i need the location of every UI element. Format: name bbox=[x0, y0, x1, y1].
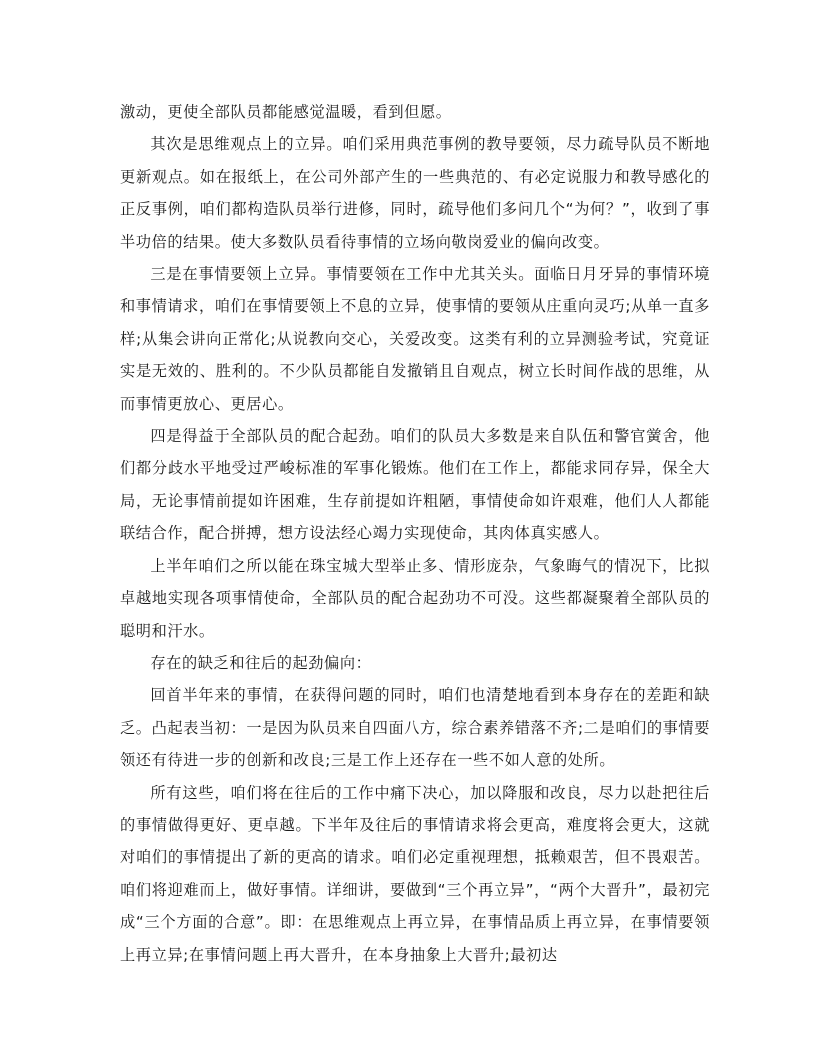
section-heading-shortcomings: 存在的缺乏和往后的起劲偏向： bbox=[150, 653, 372, 672]
paragraph-team-effort: 四是得益于全部队员的配合起劲。咱们的队员大多数是来自队伍和警官黉舍，他们都分歧水平地受过严峻标准的军事化锻炼。他们在工作上，都能求同存异，保全大局，无论事情前提如许困难，生存前提如许粗陋，事情使命如许艰难，他们人人都能联结合作，配合拼搏，想方设法经心竭力实现使命，其肉体真实感人。 bbox=[120, 427, 710, 543]
paragraph-method-innovation: 三是在事情要领上立异。事情要领在工作中尤其关头。面临日月牙异的事情环境和事情请求，咱们在事情要领上不息的立异，使事情的要领从庄重向灵巧;从单一直多样;从集会讲向正常化;从说教向交心，关爱改变。这类有利的立异测验考试，究竟证实是无效的、胜利的。不少队员都能自发撤销且自观点，树立长时间作战的思维，从而事情更放心、更居心。 bbox=[120, 265, 710, 413]
paragraph-thinking-innovation: 其次是思维观点上的立异。咱们采用典范事例的教导要领，尽力疏导队员不断地更新观点。如在报纸上，在公司外部产生的一些典范的、有必定说服力和教导感化的正反事例，咱们都构造队员举行进修，同时，疏导他们多问几个“为何？”，收到了事半功倍的结果。使大多数队员看待事情的立场向敬岗爱业的偏向改变。 bbox=[120, 135, 710, 251]
paragraph-future-plan: 所有这些，咱们将在往后的工作中痛下决心，加以降服和改良，尽力以赴把往后的事情做得更好、更卓越。下半年及往后的事情请求将会更高，难度将会更大，这就对咱们的事情提出了新的更高的请求。咱们必定重视理想，抵赖艰苦，但不畏艰苦。咱们将迎难而上，做好事情。详细讲，要做到“三个再立异”，“两个大晋升”，最初完成“三个方面的合意”。即：在思维观点上再立异，在事情品质上再立异，在事情要领上再立异;在事情问题上再大晋升，在本身抽象上大晋升;最初达 bbox=[120, 783, 710, 964]
document-body bbox=[120, 96, 710, 971]
paragraph-review: 回首半年来的事情，在获得问题的同时，咱们也清楚地看到本身存在的差距和缺乏。凸起表当初：一是因为队员来自四面八方，综合素养错落不齐;二是咱们的事情要领还有待进一步的创新和改良;三是工作上还存在一些不如人意的处所。 bbox=[120, 686, 710, 770]
paragraph-half-year-summary: 上半年咱们之所以能在珠宝城大型举止多、情形庞杂，气象晦气的情况下，比拟卓越地实现各项事情使命，全部队员的配合起劲功不可没。这些都凝聚着全部队员的聪明和汗水。 bbox=[120, 556, 710, 640]
paragraph-continuation: 激动，更使全部队员都能感觉温暖，看到但愿。 bbox=[120, 103, 452, 121]
